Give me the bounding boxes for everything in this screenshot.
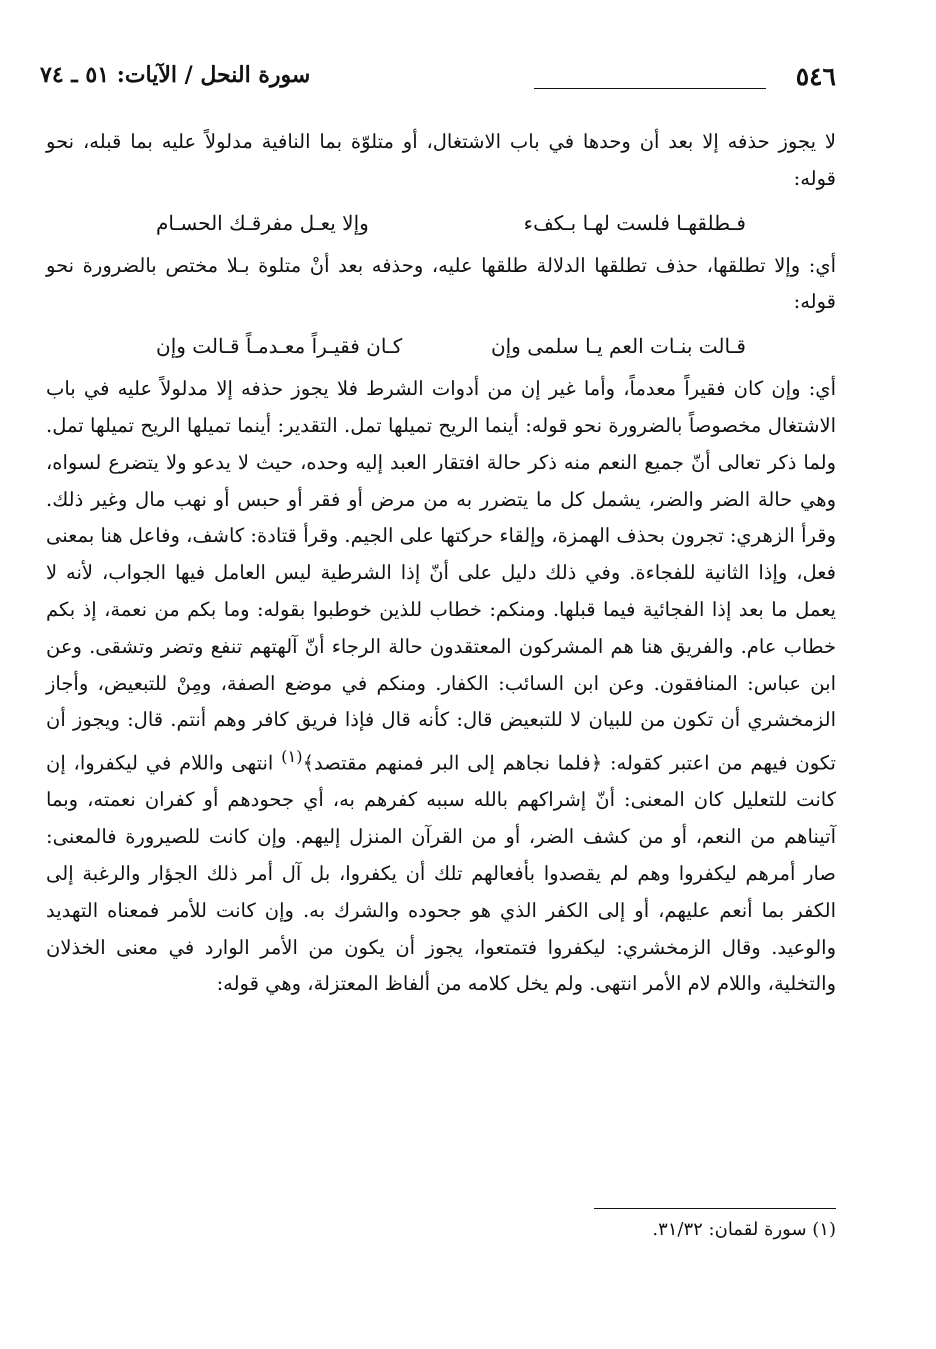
- page-header: [40, 58, 836, 98]
- paragraph-2: أي: وإلا تطلقها، حذف تطلقها الدلالة طلقها عليه، وحذفه بعد أنْ متلوة بـلا مختص بالضرورة نحو قوله:: [46, 253, 836, 314]
- header-rule: [534, 88, 766, 89]
- paragraph-1: لا يجوز حذفه إلا بعد أن وحدها في باب الاشتغال، أو متلوّة بما النافية مدلولاً عليه بما قبله، نحو قوله:: [46, 130, 836, 190]
- quranic-quote: فلما نجاهم إلى البر فمنهم مقتصد: [314, 751, 591, 775]
- verse-1-first-hemistich: فـطلقهـا فلست لهـا بـكفء: [523, 210, 746, 235]
- main-text: [46, 124, 836, 1003]
- running-title: سورة النحل / الآيات: ٥١ ـ ٧٤: [40, 62, 311, 88]
- page-number: ٥٤٦: [795, 62, 836, 91]
- footnote-reference[interactable]: (١): [281, 747, 303, 767]
- paragraph-3-text: أي: وإن كان فقيراً معدماً، وأما غير إن من أدوات الشرط فلا يجوز حذفه إلا مدلولاً عليه في باب الاشتغال مخصوصاً بالضرورة نحو قوله: أينما الريح تميلها تمل. التقدير: أينما تميلها الريح تميلها تمل. ولما ذكر تعالى أنّ جميع النعم منه ذكر حالة افتقار العبد إليه وحده، حيث لا يدعو ولا يتضرع لسواه، وهي حالة الضر والضر، يشمل كل ما يتضرر به من مرض أو فقر أو حبس أو نهب مال وغير ذلك. وقرأ الزهري: تجرون بحذف الهمزة، وإلقاء حركتها على الجيم. وقرأ قتادة: كاشف، وفاعل هنا بمعنى فعل، وإذا الثانية للفجاءة. وفي ذلك دليل على أنّ إذا الشرطية ليس العامل فيها الجواب، لأنه لا يعمل ما بعد إذا الفجائية فيما قبلها. ومنكم: خطاب للذين خوطبوا بقوله: وما بكم من نعمة، إذ بكم خطاب عام. والفريق هنا هم المشركون المعتقدون حالة الرجاء أنّ آلهتهم تنفع وتضر وتشقى. وعن ابن عباس: المنافقون. وعن ابن السائب: الكفار. ومنكم في موضع الصفة، ومِنْ للتبعيض، وأجاز الزمخشري أن تكون من للبيان لا للتبعيض قال: كأنه قال فإذا فريق كافر وهم أنتم. قال: ويجوز أن تكون فيهم من اعتبر كقوله:: [46, 377, 836, 775]
- paragraph-3: [46, 371, 836, 1003]
- verse-2-second-hemistich: كـان فقيـراً معـدمـاً قـالت وإن: [156, 334, 403, 359]
- paragraph-4-text: انتهى واللام في ليكفروا، إن كانت للتعليل كان المعنى: أنّ إشراكهم بالله سببه كفرهم به، أي جحودهم أو كفران نعمته، وبما آتيناهم من النعم، أو من كشف الضر، أو من القرآن المنزل إليهم. وإن كانت للصيرورة فالمعنى: صار أمرهم ليكفروا وهم لم يقصدوا بأفعالهم تلك أن يكفروا، بل آل أمر ذلك الجؤار والرغبة إلى الكفر بما أنعم عليهم، أو إلى الكفر الذي هو جحوده والشرك به. وإن كانت للأمر فمعناه التهديد والوعيد. وقال الزمخشري: ليكفروا فتمتعوا، يجوز أن يكون من الأمر الوارد في معنى الخذلان والتخلية، واللام لام الأمر انتهى. ولم يخل كلامه من ألفاظ المعتزلة، وهي قوله:: [46, 751, 836, 996]
- verse-2: [46, 326, 836, 366]
- verse-1-second-hemistich: وإلا يعـل مفرقـك الحسـام: [156, 210, 369, 235]
- quran-open-bracket: ﴿: [590, 751, 603, 775]
- verse-2-first-hemistich: قـالت بنـات العم يـا سلمى وإن: [490, 334, 746, 359]
- footnote-marker: (١): [812, 1219, 836, 1240]
- footnote-text: سورة لقمان: ٣١/٣٢.: [652, 1219, 807, 1240]
- footnote-rule: [594, 1208, 836, 1209]
- quran-close-bracket: ﴾: [302, 751, 315, 775]
- footnote: [400, 1214, 836, 1246]
- verse-1: [46, 203, 836, 243]
